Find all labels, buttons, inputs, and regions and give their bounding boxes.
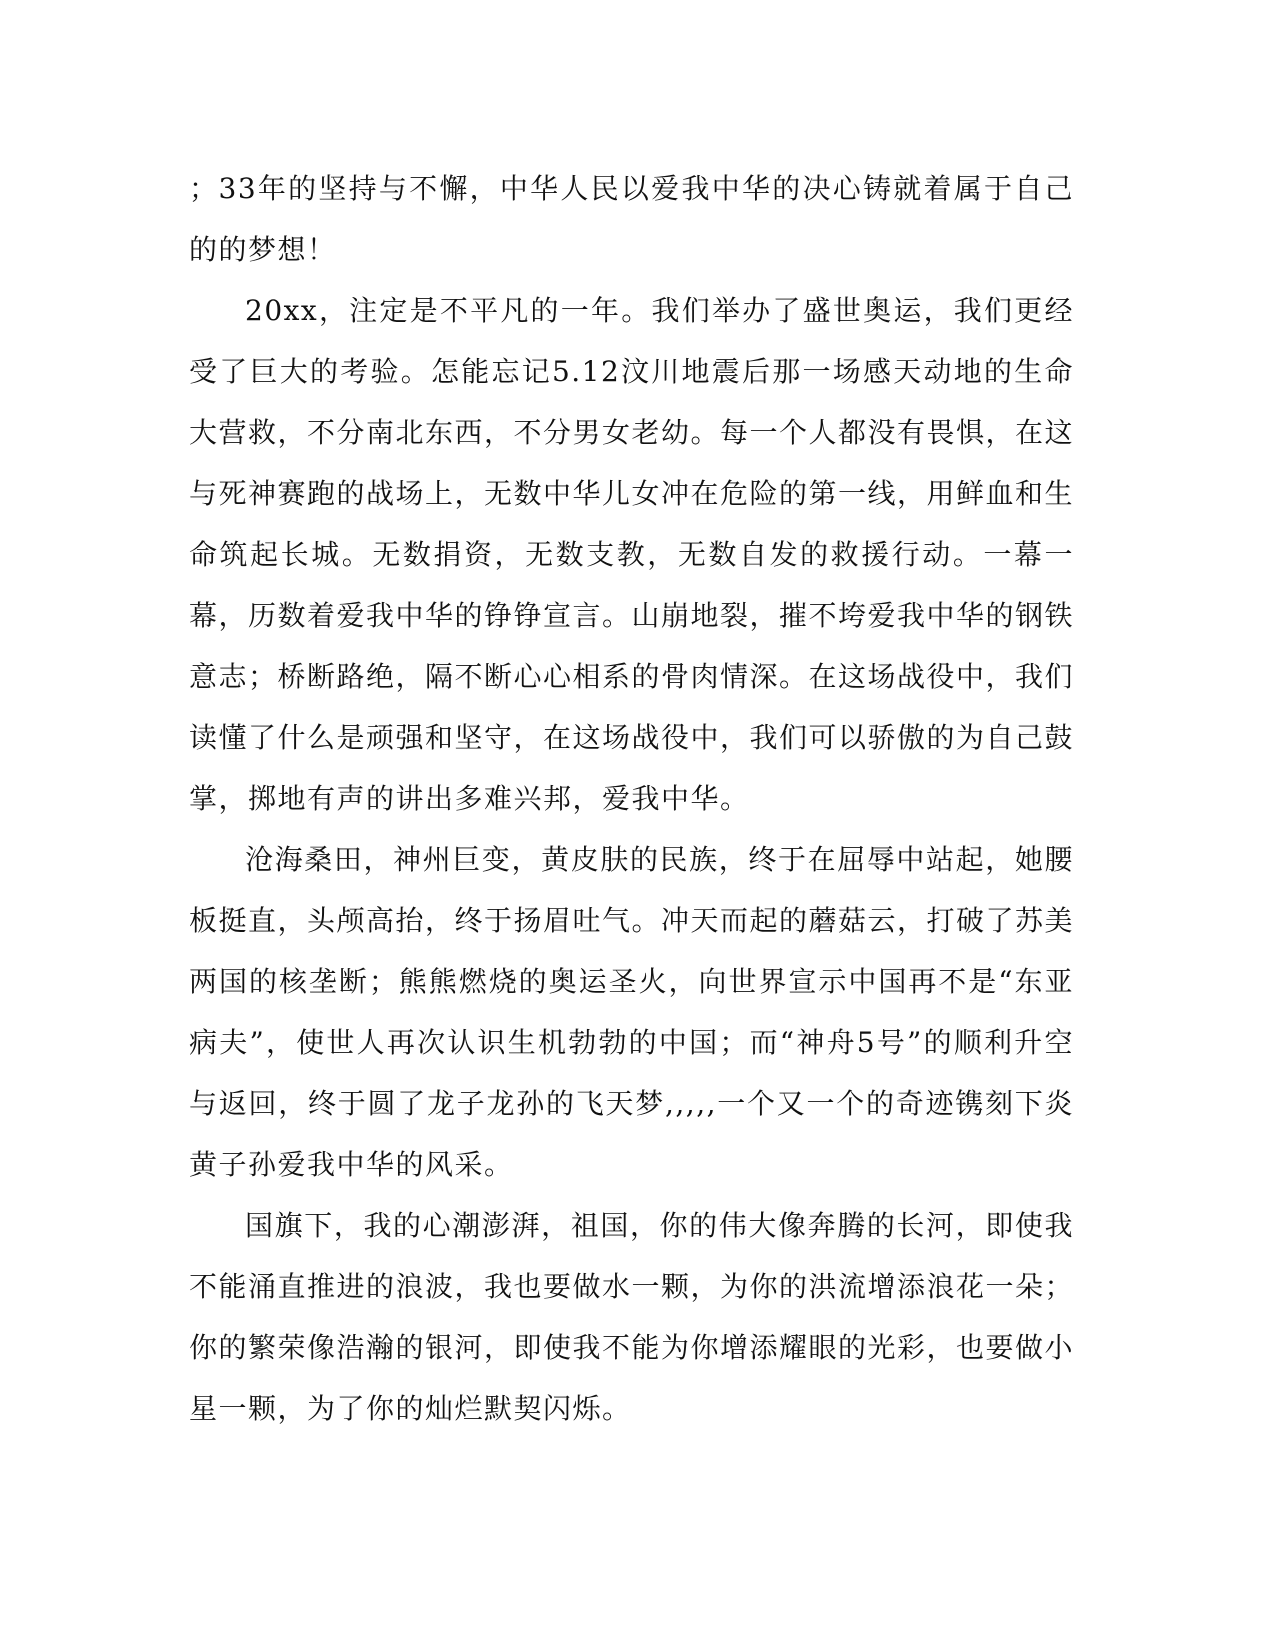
paragraph-1: ；33年的坚持与不懈，中华人民以爱我中华的决心铸就着属于自己的的梦想！ [189,172,1074,266]
paragraph-3: 沧海桑田，神州巨变，黄皮肤的民族，终于在屈辱中站起，她腰板挺直，头颅高抬，终于扬眉吐气。冲天而起的蘑菇云，打破了苏美两国的核垄断；熊熊燃烧的奥运圣火，向世界宣示中国再不是“东亚病夫”，使世人再次认识生机勃勃的中国；而“神舟5号”的顺利升空与返回，终于圆了龙子龙孙的飞天梦,,,,,一个又一个的奇迹镌刻下炎黄子孙爱我中华的风采。 [189,843,1075,1181]
document-body [189,158,1074,1439]
paragraph-2: 20xx，注定是不平凡的一年。我们举办了盛世奥运，我们更经受了巨大的考验。怎能忘记5.12汶川地震后那一场感天动地的生命大营救，不分南北东西，不分男女老幼。每一个人都没有畏惧，在这与死神赛跑的战场上，无数中华儿女冲在危险的第一线，用鲜血和生命筑起长城。无数捐资，无数支教，无数自发的救援行动。一幕一幕，历数着爱我中华的铮铮宣言。山崩地裂，摧不垮爱我中华的钢铁意志；桥断路绝，隔不断心心相系的骨肉情深。在这场战役中，我们读懂了什么是顽强和坚守，在这场战役中，我们可以骄傲的为自己鼓掌，掷地有声的讲出多难兴邦，爱我中华。 [189,294,1075,815]
paragraph-4: 国旗下，我的心潮澎湃，祖国，你的伟大像奔腾的长河，即使我不能涌直推进的浪波，我也要做水一颗，为你的洪流增添浪花一朵；你的繁荣像浩瀚的银河，即使我不能为你增添耀眼的光彩，也要做小星一颗，为了你的灿烂默契闪烁。 [189,1209,1075,1425]
